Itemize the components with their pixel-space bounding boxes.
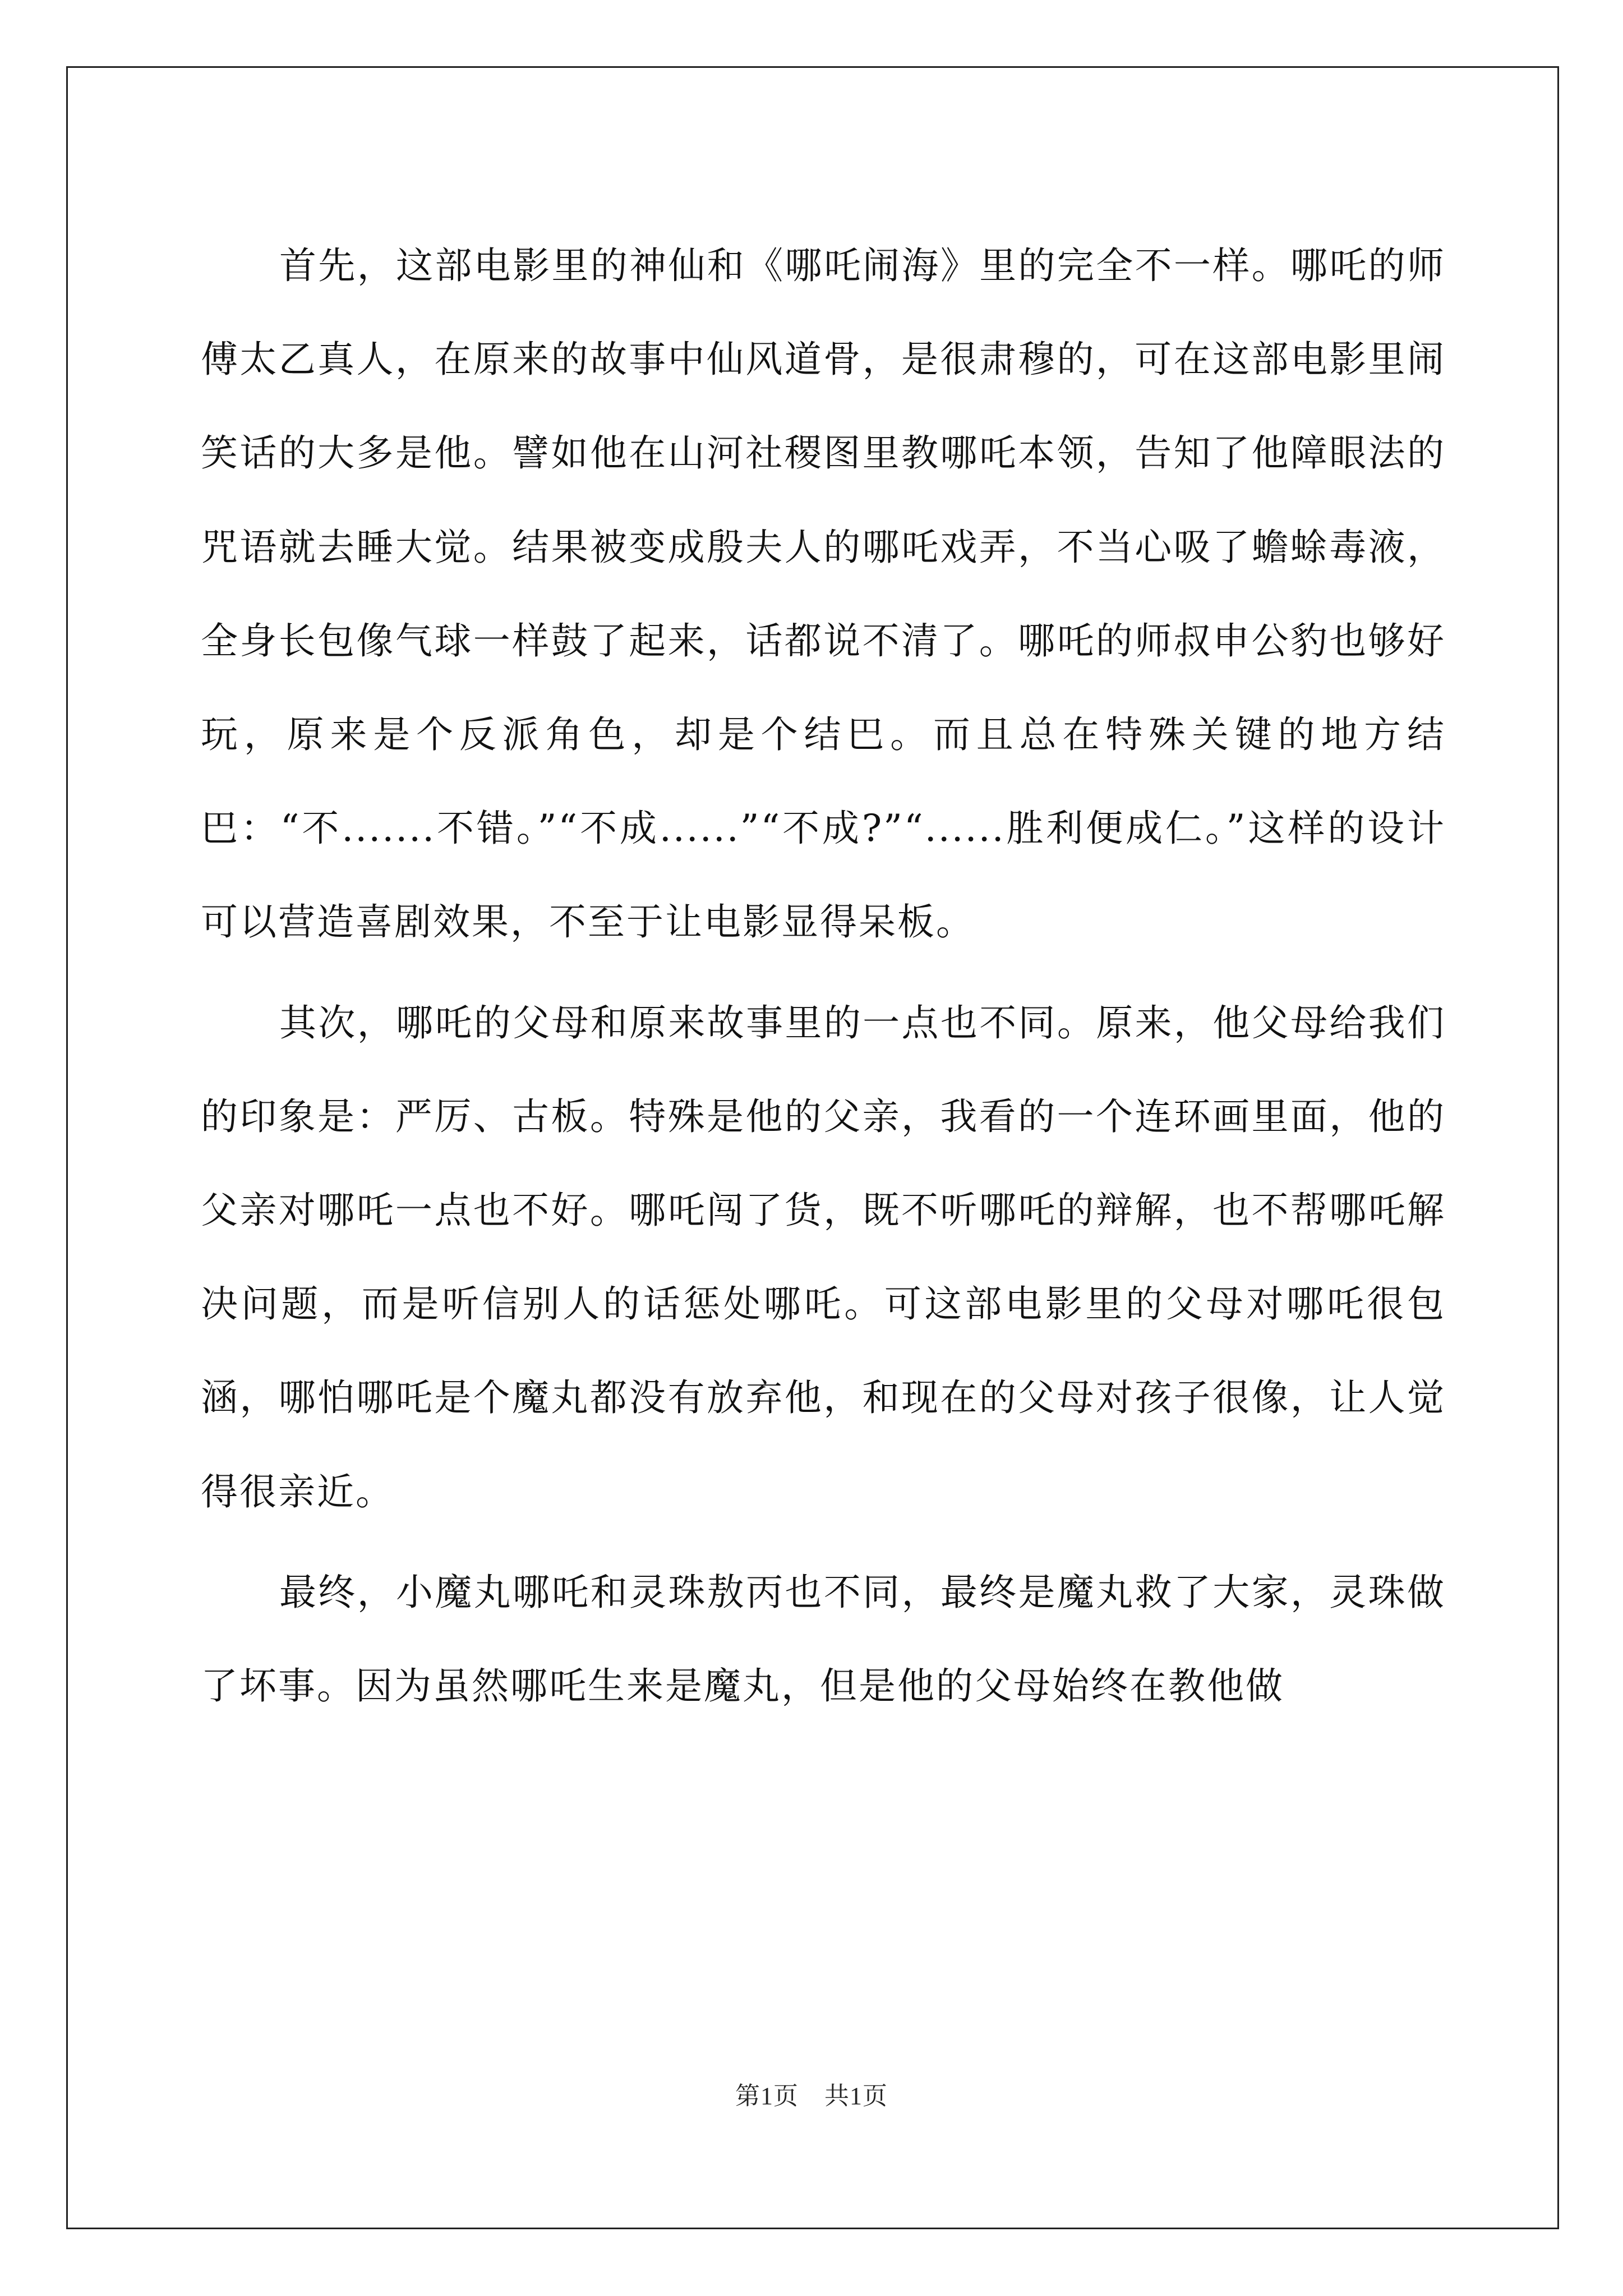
page-footer — [0, 2076, 1623, 2111]
paragraph-3: 最终，小魔丸哪吒和灵珠敖丙也不同，最终是魔丸救了大家，灵珠做了坏事。因为虽然哪吒生来是魔丸，但是他的父母始终在教他做 — [201, 1570, 1446, 1708]
paragraph-2: 其次，哪吒的父母和原来故事里的一点也不同。原来，他父母给我们的印象是：严厉、古板。特殊是他的父亲，我看的一个连环画里面，他的父亲对哪吒一点也不好。哪吒闯了货，既不听哪吒的辩解，也不帮哪吒解决问题，而是听信别人的话惩处哪吒。可这部电影里的父母对哪吒很包涵，哪怕哪吒是个魔丸都没有放弃他，和现在的父母对孩子很像，让人觉得很亲近。 — [201, 1001, 1446, 1513]
page-total: 共1页 — [824, 2082, 888, 2110]
page-number: 第1页 — [735, 2082, 799, 2110]
document-body — [201, 219, 1446, 1740]
paragraph-1: 首先，这部电影里的神仙和《哪吒闹海》里的完全不一样。哪吒的师傅太乙真人，在原来的故事中仙风道骨，是很肃穆的，可在这部电影里闹笑话的大多是他。譬如他在山河社稷图里教哪吒本领，告知了他障眼法的咒语就去睡大觉。结果被变成殷夫人的哪吒戏弄，不当心吸了蟾蜍毒液，全身长包像气球一样鼓了起来，话都说不清了。哪吒的师叔申公豹也够好玩，原来是个反派角色，却是个结巴。而且总在特殊关键的地方结巴：“不.......不错。”“不成......”“不成?”“......胜利便成仁。”这样的设计可以营造喜剧效果，不至于让电影显得呆板。 — [201, 244, 1446, 944]
